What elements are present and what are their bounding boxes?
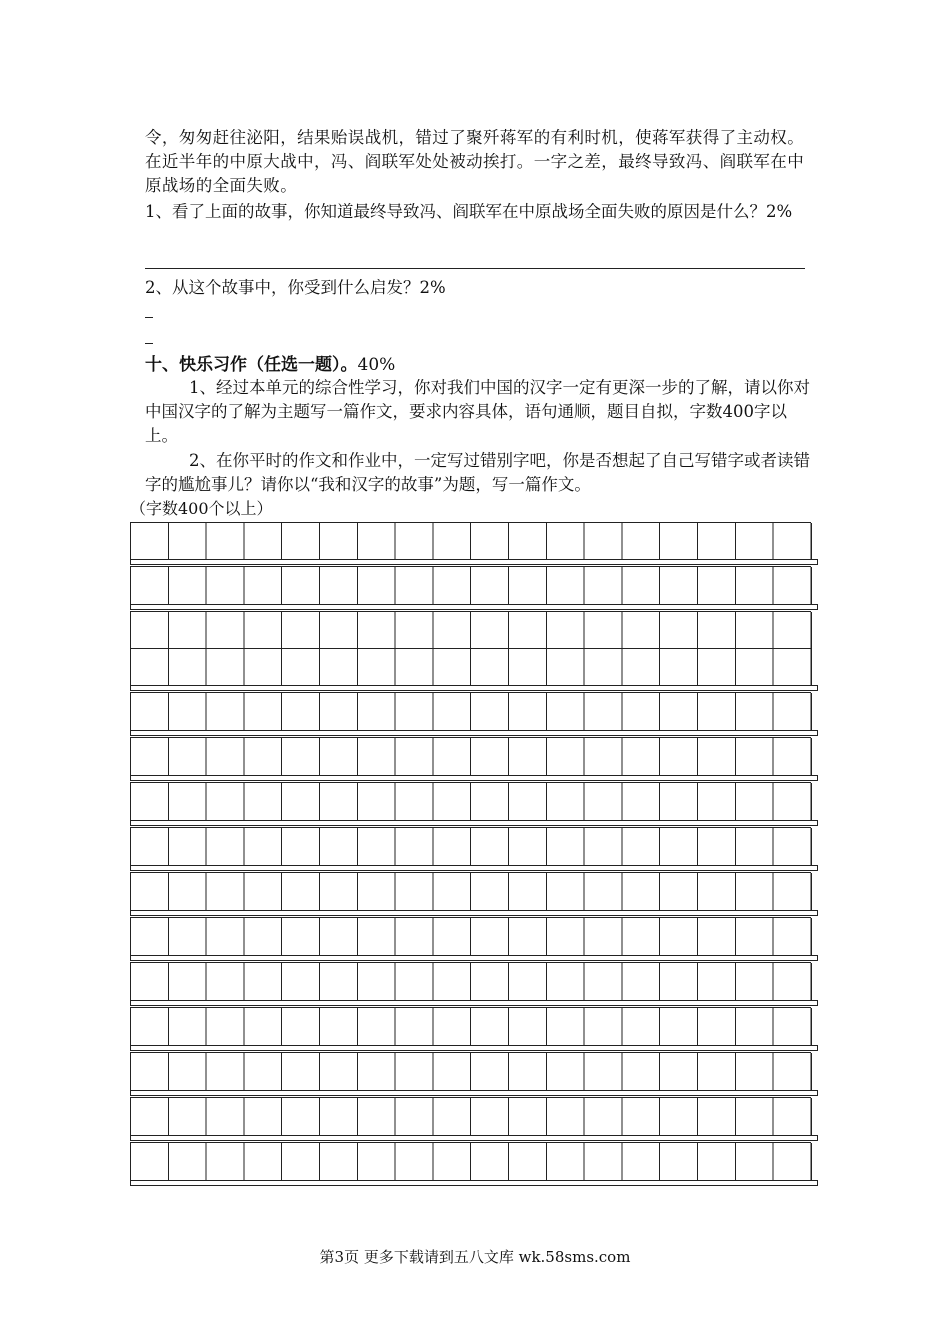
grid-row-separator	[130, 1045, 818, 1051]
grid-row-separator	[130, 1135, 818, 1141]
grid-row-separator	[130, 775, 818, 781]
grid-row-separator	[130, 1090, 818, 1096]
grid-row[interactable]	[130, 611, 811, 650]
grid-row-separator	[130, 955, 818, 961]
grid-row-separator	[130, 1000, 818, 1006]
question-2: 2、从这个故事中，你受到什么启发？2%	[145, 278, 446, 297]
grid-row[interactable]	[130, 566, 811, 605]
story-text: 令，匆匆赶往泌阳，结果贻误战机，错过了聚歼蒋军的有利时机，使蒋军获得了主动权。在近半年的中原大战中，冯、阎联军处处被动挨打。一字之差，最终导致冯、阎联军在中原战场的全面失败。	[145, 128, 805, 195]
grid-row[interactable]	[130, 1097, 811, 1136]
answer-line-1	[145, 268, 805, 269]
page-footer: 第3页 更多下载请到五八文库 wk.58sms.com	[319, 1248, 631, 1266]
grid-row[interactable]	[130, 872, 811, 911]
answer-line-2	[145, 317, 153, 318]
grid-row-separator	[130, 1180, 818, 1186]
grid-row[interactable]	[130, 1052, 811, 1091]
grid-row[interactable]	[130, 962, 811, 1001]
grid-row[interactable]	[130, 917, 811, 956]
section-ten-heading	[145, 353, 395, 377]
grid-row[interactable]	[130, 648, 811, 687]
section-ten-title: 十、快乐习作（任选一题）。	[145, 355, 358, 375]
grid-row-separator	[130, 820, 818, 826]
grid-row-separator	[130, 910, 818, 916]
grid-row-separator	[130, 685, 818, 691]
grid-row[interactable]	[130, 692, 811, 731]
grid-row-separator	[130, 559, 818, 565]
grid-row[interactable]	[130, 1007, 811, 1046]
grid-row[interactable]	[130, 782, 811, 821]
question-1: 1、看了上面的故事，你知道最终导致冯、阎联军在中原战场全面失败的原因是什么？2%	[145, 202, 793, 221]
grid-row[interactable]	[130, 1142, 811, 1181]
answer-line-3	[145, 343, 153, 344]
essay-option-2: 2、在你平时的作文和作业中，一定写过错别字吧，你是否想起了自己写错字或者读错字的尴尬事儿？请你以“我和汉字的故事”为题，写一篇作文。	[145, 451, 810, 494]
word-count-note: （字数400个以上）	[130, 499, 273, 518]
section-ten-score: 40%	[357, 355, 396, 375]
grid-row-separator	[130, 730, 818, 736]
essay-option-1: 1、经过本单元的综合性学习，你对我们中国的汉字一定有更深一步的了解，请以你对中国汉字的了解为主题写一篇作文，要求内容具体，语句通顺，题目自拟，字数400字以上。	[145, 378, 810, 445]
grid-row[interactable]	[130, 737, 811, 776]
grid-row[interactable]	[130, 827, 811, 866]
grid-row-separator	[130, 865, 818, 871]
grid-row-separator	[130, 604, 818, 610]
grid-row[interactable]	[130, 522, 811, 561]
